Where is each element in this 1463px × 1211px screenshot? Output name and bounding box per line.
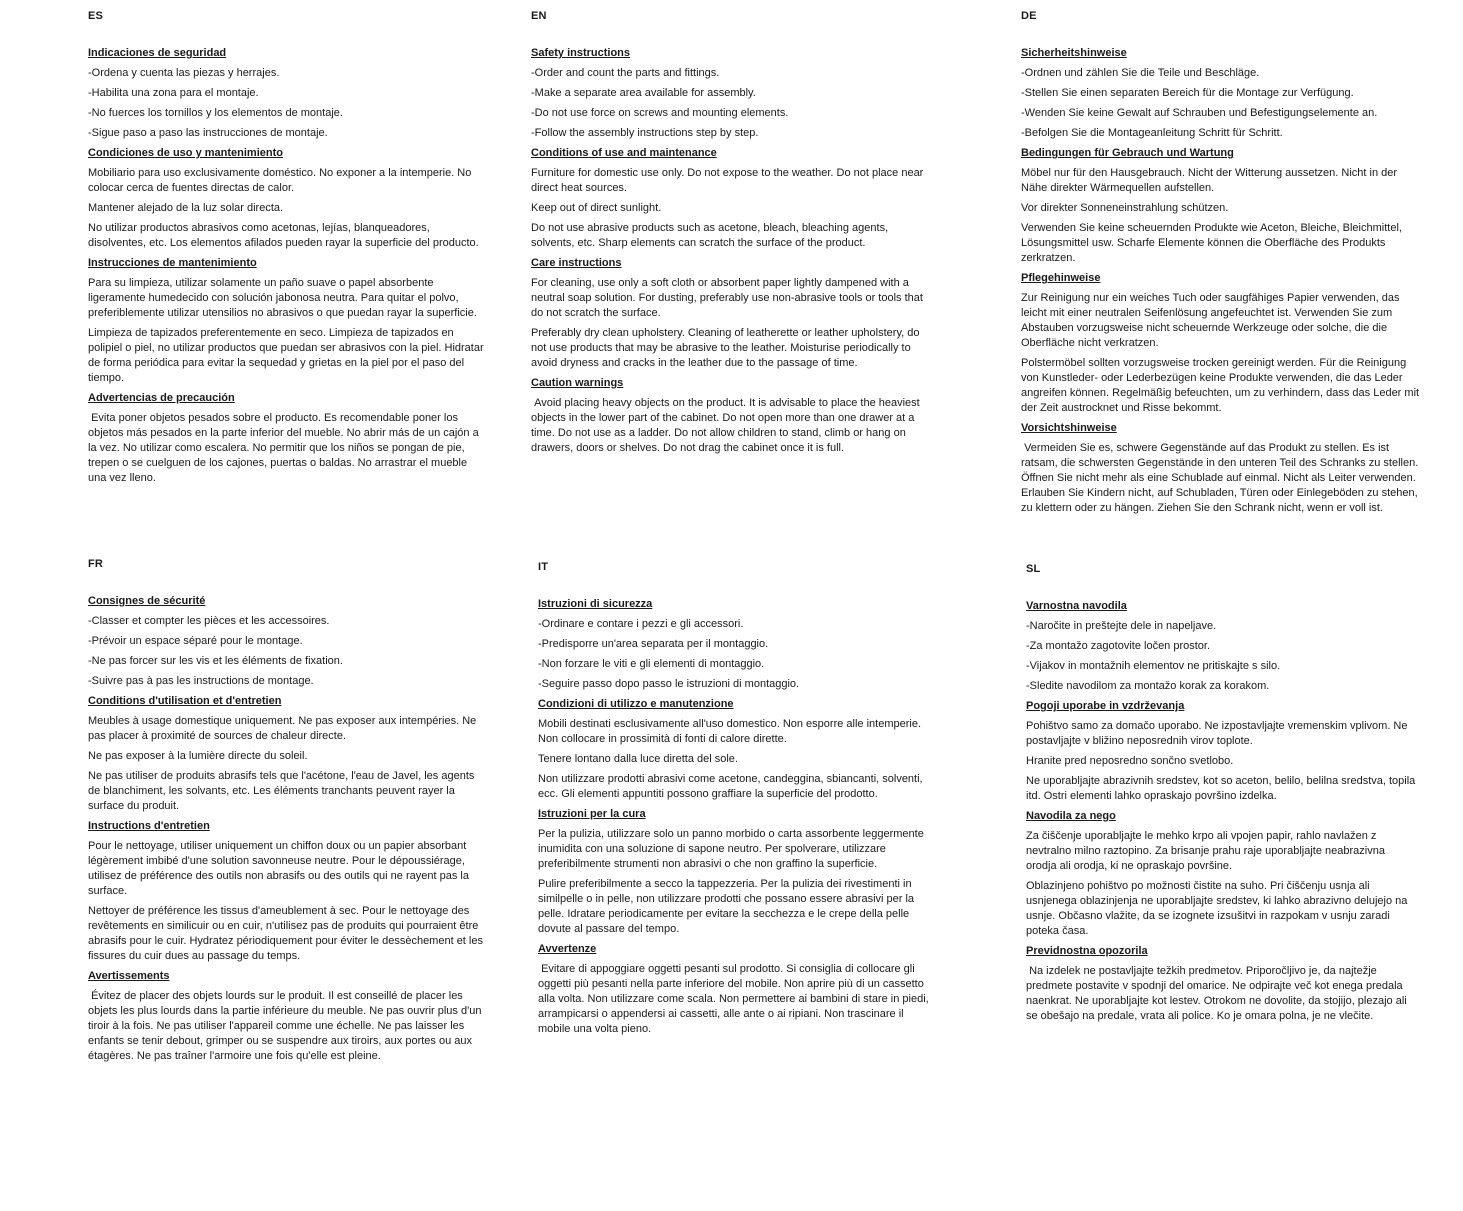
section-paragraph: Evita poner objetos pesados sobre el producto. Es recomendable poner los objetos más pesados en la parte inferior del mueble. No abrir más de un cajón a la vez. No utilizar como escalera. No permitir que los niños se pongan de pie, trepen o se cuelguen de los cajones, puertas o baldas. No arrastrar el mueble una vez lleno. [88,412,482,484]
section-paragraph: Keep out of direct sunlight. [531,202,662,214]
section-paragraph: -Sigue paso a paso las instrucciones de montaje. [88,127,328,139]
section-it [538,561,938,1042]
section-heading: Care instructions [531,257,622,269]
section-paragraph: Do not use abrasive products such as acetone, bleach, bleaching agents, solvents, etc. Sharp elements can scratch the surface of the product. [531,222,892,249]
section-paragraph: Pulire preferibilmente a secco la tappezzeria. Per la pulizia dei rivestimenti in similpelle o in pelle, non utilizzare prodotti che possano essere abrasivi per la pelle. Idratare periodicamente per evitare la secchezza e le crepe della pelle dovute al passare del tempo. [538,878,918,935]
language-code-label-it: IT [538,561,549,573]
section-sl [1026,563,1419,1029]
section-paragraph: Pour le nettoyage, utiliser uniquement un chiffon doux ou un papier absorbant légèrement imbibé d'une solution savonneuse neutre. Pour le dépoussiérage, utilisez de préférence des outils non abrasifs ou des outils qui ne rayent pas la surface. [88,840,473,897]
section-en [531,10,931,461]
section-blocks-it [538,597,938,1037]
language-code-label-sl: SL [1026,563,1041,575]
section-paragraph: -Ne pas forcer sur les vis et les éléments de fixation. [88,655,343,667]
section-heading: Condiciones de uso y mantenimiento [88,147,283,159]
section-paragraph: -Suivre pas à pas les instructions de montage. [88,675,314,687]
section-paragraph: -Order and count the parts and fittings. [531,67,720,79]
section-heading: Indicaciones de seguridad [88,47,227,59]
section-paragraph: Zur Reinigung nur ein weiches Tuch oder saugfähiges Papier verwenden, das leicht mit einer neutralen Seifenlösung angefeuchtet ist. Verwenden Sie zum Abstauben vorzugsweise nicht scheuernde Werkzeuge oder solche, die die Oberfläche nicht verkratzen. [1021,292,1403,349]
section-heading: Safety instructions [531,47,631,59]
section-paragraph: Non utilizzare prodotti abrasivi come acetone, candeggina, sbiancanti, solventi, ecc. Gli elementi appuntiti possono graffiare la superficie del prodotto. [538,773,926,800]
section-paragraph: Avoid placing heavy objects on the product. It is advisable to place the heaviest objects in the lower part of the cabinet. Do not open more than one drawer at a time. Do not use as a ladder. Do not allow children to stand, climb or hang on drawers, doors or shelves. Do not drag the cabinet once it is full. [531,397,923,454]
language-code-label-en: EN [531,10,547,22]
section-paragraph: -Wenden Sie keine Gewalt auf Schrauben und Befestigungselemente an. [1021,107,1378,119]
section-paragraph: Hranite pred neposredno sončno svetlobo. [1026,755,1234,767]
section-paragraph: Mantener alejado de la luz solar directa. [88,202,284,214]
section-paragraph: No utilizar productos abrasivos como acetonas, lejías, blanqueadores, disolventes, etc. Los elementos afilados pueden rayar la superficie del producto. [88,222,479,249]
section-paragraph: -Vijakov in montažnih elementov ne pritiskajte s silo. [1026,660,1281,672]
section-paragraph: -Ordnen und zählen Sie die Teile und Beschläge. [1021,67,1260,79]
section-paragraph: Furniture for domestic use only. Do not expose to the weather. Do not place near direct heat sources. [531,167,927,194]
section-paragraph: -Habilita una zona para el montaje. [88,87,259,99]
section-blocks-fr [88,594,488,1064]
section-paragraph: -Prévoir un espace séparé pour le montage. [88,635,303,647]
section-blocks-de [1021,46,1421,516]
section-paragraph: -Stellen Sie einen separaten Bereich für die Montage zur Verfügung. [1021,87,1354,99]
section-paragraph: Nettoyer de préférence les tissus d'ameublement à sec. Pour le nettoyage des revêtements en similicuir ou en cuir, n'utilisez pas de produits qui pourraient être abrasifs pour le cuir. Hydratez périodiquement pour éviter le dessèchement et les fissures du cuir dues au passage du temps. [88,905,487,962]
section-paragraph: Pohištvo samo za domačo uporabo. Ne izpostavljajte vremenskim vplivom. Ne postavljajte v bližino neposrednih virov toplote. [1026,720,1411,747]
section-paragraph: -Follow the assembly instructions step by step. [531,127,759,139]
section-paragraph: Evitare di appoggiare oggetti pesanti sul prodotto. Si consiglia di collocare gli oggetti più pesanti nella parte inferiore del mobile. Non aprire più di un cassetto alla volta. Non utilizzare come scala. Non permettere ai bambini di stare in piedi, arrampicarsi o appendersi ai cassetti, alle ante o ai ripiani. Non trascinare il mobile una volta pieno. [538,963,932,1035]
section-paragraph: -Za montažo zagotovite ločen prostor. [1026,640,1211,652]
section-paragraph: Preferably dry clean upholstery. Cleaning of leatherette or leather upholstery, do not use products that may be abrasive to the leather. Moisturise periodically to avoid dryness and cracks in the leather due to the passage of time. [531,327,923,369]
section-paragraph: Na izdelek ne postavljajte težkih predmetov. Priporočljivo je, da najtežje predmete postavite v spodnji del omarice. Ne odpirajte več kot enega predala naenkrat. Ne uporabljajte kot lestev. Otrokom ne dovolite, da stojijo, plezajo ali se obešajo na predale, vrata ali police. Ko je omara polna, je ne vlečite. [1026,965,1410,1022]
section-paragraph: Mobiliario para uso exclusivamente doméstico. No exponer a la intemperie. No colocar cerca de fuentes directas de calor. [88,167,475,194]
section-paragraph: -Predisporre un'area separata per il montaggio. [538,638,769,650]
section-heading: Avvertenze [538,943,597,955]
section-paragraph: -Seguire passo dopo passo le istruzioni di montaggio. [538,678,800,690]
section-paragraph: Per la pulizia, utilizzare solo un panno morbido o carta assorbente leggermente inumidita con una soluzione di sapone neutro. Per spolverare, utilizzare preferibilmente strumenti non abrasivi o che non graffino la superficie. [538,828,927,870]
section-paragraph: Mobili destinati esclusivamente all'uso domestico. Non esporre alle intemperie. Non collocare in prossimità di fonti di calore dirette. [538,718,925,745]
language-code-label-fr: FR [88,558,104,570]
section-paragraph: -Naročite in preštejte dele in napeljave. [1026,620,1217,632]
section-paragraph: Ne pas utiliser de produits abrasifs tels que l'acétone, l'eau de Javel, les agents de blanchiment, les solvants, etc. Les éléments tranchants peuvent rayer la surface du produit. [88,770,478,812]
section-paragraph: Ne pas exposer à la lumière directe du soleil. [88,750,308,762]
section-paragraph: Vermeiden Sie es, schwere Gegenstände auf das Produkt zu stellen. Es ist ratsam, die schwersten Gegenstände in den unteren Teil des Schranks zu stellen. Öffnen Sie nicht mehr als eine Schublade auf einmal. Nicht als Leiter verwenden. Erlauben Sie Kindern nicht, auf Schubladen, Türen oder Einlegeböden zu stehen, zu klettern oder zu hängen. Ziehen Sie den Schrank nicht, wenn er voll ist. [1021,442,1422,514]
section-heading: Vorsichtshinweise [1021,422,1117,434]
section-blocks-sl [1026,599,1419,1024]
section-paragraph: Möbel nur für den Hausgebrauch. Nicht der Witterung aussetzen. Nicht in der Nähe direkter Wärmequellen aufstellen. [1021,167,1401,194]
section-paragraph: For cleaning, use only a soft cloth or absorbent paper lightly dampened with a neutral soap solution. For dusting, preferably use non-abrasive tools or tools that do not scratch the surface. [531,277,927,319]
section-paragraph: Tenere lontano dalla luce diretta del sole. [538,753,738,765]
section-es [88,10,488,491]
section-paragraph: Vor direkter Sonneneinstrahlung schützen. [1021,202,1229,214]
section-paragraph: Polstermöbel sollten vorzugsweise trocken gereinigt werden. Für die Reinigung von Kunstleder- oder Lederbezügen keine Produkte verwenden, die das Leder angreifen können. Regelmäßig befeuchten, um zu verhindern, dass das Leder mit der Zeit austrocknet und Risse bekommt. [1021,357,1423,414]
section-paragraph: -No fuerces los tornillos y los elementos de montaje. [88,107,343,119]
section-heading: Instrucciones de mantenimiento [88,257,257,269]
section-heading: Advertencias de precaución [88,392,235,404]
section-heading: Pflegehinweise [1021,272,1101,284]
section-paragraph: -Ordinare e contare i pezzi e gli accessori. [538,618,744,630]
section-heading: Istruzioni di sicurezza [538,598,653,610]
section-heading: Condizioni di utilizzo e manutenzione [538,698,734,710]
section-heading: Varnostna navodila [1026,600,1127,612]
section-heading: Bedingungen für Gebrauch und Wartung [1021,147,1234,159]
section-fr [88,558,488,1069]
section-paragraph: -Ordena y cuenta las piezas y herrajes. [88,67,280,79]
section-heading: Caution warnings [531,377,624,389]
language-code-label-de: DE [1021,10,1037,22]
section-de [1021,10,1421,521]
section-paragraph: Oblazinjeno pohištvo po možnosti čistite na suho. Pri čiščenju usnja ali usnjenega oblazinjenja ne uporabljajte sredstev, ki lahko abrazivno delujejo na usnje. Občasno vlažite, da se izognete izsušitvi in razpokam v usnju zaradi poteka časa. [1026,880,1411,937]
section-paragraph: -Make a separate area available for assembly. [531,87,756,99]
section-paragraph: Para su limpieza, utilizar solamente un paño suave o papel absorbente ligeramente humedecido con solución jabonosa neutra. Para quitar el polvo, preferiblemente utilizar utensilios no abrasivos o que puedan rayar la superficie. [88,277,477,319]
section-paragraph: -Sledite navodilom za montažo korak za korakom. [1026,680,1270,692]
section-heading: Sicherheitshinweise [1021,47,1127,59]
section-heading: Previdnostna opozorila [1026,945,1148,957]
section-heading: Pogoji uporabe in vzdrževanja [1026,700,1185,712]
section-heading: Avertissements [88,970,170,982]
language-code-label-es: ES [88,10,104,22]
section-paragraph: Meubles à usage domestique uniquement. Ne pas exposer aux intempéries. Ne pas placer à proximité de sources de chaleur directe. [88,715,480,742]
section-heading: Instructions d'entretien [88,820,210,832]
section-paragraph: -Non forzare le viti e gli elementi di montaggio. [538,658,765,670]
section-blocks-en [531,46,931,456]
section-paragraph: Verwenden Sie keine scheuernden Produkte wie Aceton, Bleiche, Bleichmittel, Lösungsmittel usw. Scharfe Elemente können die Oberfläche des Produkts zerkratzen. [1021,222,1406,264]
section-heading: Navodila za nego [1026,810,1116,822]
section-paragraph: Évitez de placer des objets lourds sur le produit. Il est conseillé de placer les objets les plus lourds dans la partie inférieure du meuble. Ne pas ouvrir plus d'un tiroir à la fois. Ne pas utiliser l'appareil comme une échelle. Ne pas laisser les enfants se tenir debout, grimper ou se suspendre aux tiroirs, aux portes ou aux étagères. Ne pas traîner l'armoire une fois qu'elle est pleine. [88,990,485,1062]
section-paragraph: Limpieza de tapizados preferentemente en seco. Limpieza de tapizados en polipiel o piel, no utilizar productos que puedan ser abrasivos con la piel. Hidratar de forma periódica para evitar la sequedad y grietas en la piel por el paso del tiempo. [88,327,487,384]
section-paragraph: -Do not use force on screws and mounting elements. [531,107,789,119]
section-paragraph: Za čiščenje uporabljajte le mehko krpo ali vpojen papir, rahlo navlažen z nevtralno milno raztopino. Za brisanje prahu raje uporabljajte neabrazivna orodja ali orodja, ki ne opraskajo površine. [1026,830,1388,872]
section-heading: Conditions of use and maintenance [531,147,717,159]
section-paragraph: -Befolgen Sie die Montageanleitung Schritt für Schritt. [1021,127,1283,139]
section-blocks-es [88,46,488,486]
section-heading: Consignes de sécurité [88,595,206,607]
section-paragraph: -Classer et compter les pièces et les accessoires. [88,615,330,627]
section-heading: Istruzioni per la cura [538,808,646,820]
section-paragraph: Ne uporabljajte abrazivnih sredstev, kot so aceton, belilo, belilna sredstva, topila itd. Ostri elementi lahko opraskajo površino izdelka. [1026,775,1419,802]
section-heading: Conditions d'utilisation et d'entretien [88,695,282,707]
